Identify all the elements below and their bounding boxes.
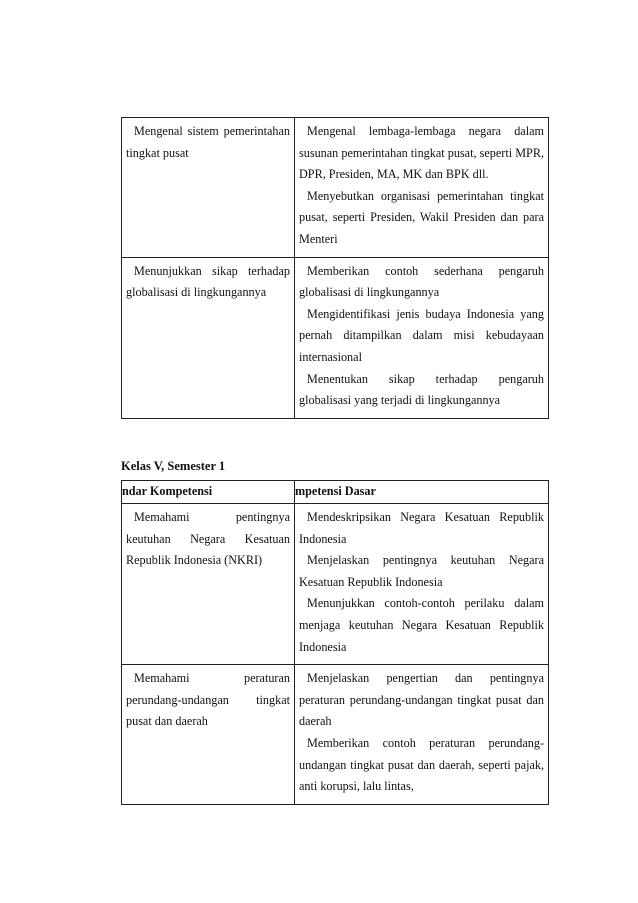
competency-item: Menyebutkan organisasi pemerintahan tingkat pusat, seperti Presiden, Wakil Presiden dan para Menteri <box>299 188 544 246</box>
header-standard: ndar Kompetensi <box>122 481 295 503</box>
standard-text: Memahami pentingnya keutuhan Negara Kesatuan Republik Indonesia (NKRI) <box>126 510 290 568</box>
basic-competency-cell <box>295 118 548 257</box>
competency-item: Memberikan contoh sederhana pengaruh globalisasi di lingkungannya <box>299 263 544 300</box>
competency-item: Menentukan sikap terhadap pengaruh globalisasi yang terjadi di lingkungannya <box>299 371 544 408</box>
basic-competency-cell <box>295 258 548 418</box>
standard-text: Menunjukkan sikap terhadap globalisasi di lingkungannya <box>126 263 290 300</box>
competency-table-continued <box>121 117 549 419</box>
table-row <box>122 257 548 418</box>
basic-competency-cell <box>295 665 548 804</box>
section-heading: Kelas V, Semester 1 <box>121 459 226 473</box>
competency-item: Menjelaskan pengertian dan pentingnya peraturan perundang-undangan tingkat pusat dan daerah <box>299 671 544 729</box>
standard-text: Mengenal sistem pemerintahan tingkat pusat <box>126 124 290 160</box>
basic-competency-cell <box>295 504 548 664</box>
standard-cell <box>122 504 295 664</box>
standard-cell <box>122 665 295 804</box>
standard-cell <box>122 118 295 257</box>
competency-item: Menjelaskan pentingnya keutuhan Negara Kesatuan Republik Indonesia <box>299 553 544 589</box>
competency-item: Menunjukkan contoh-contoh perilaku dalam menjaga keutuhan Negara Kesatuan Republik Indonesia <box>299 596 544 654</box>
table-header-row <box>122 481 548 503</box>
table-row <box>122 664 548 804</box>
standard-cell <box>122 258 295 418</box>
header-basic-competency: mpetensi Dasar <box>295 484 376 498</box>
competency-item: Mengidentifikasi jenis budaya Indonesia yang pernah ditampilkan dalam misi kebudayaan internasional <box>299 306 544 364</box>
table-row <box>122 118 548 257</box>
table-row <box>122 503 548 664</box>
competency-item: Mendeskripsikan Negara Kesatuan Republik Indonesia <box>299 510 544 546</box>
standard-text: Memahami peraturan perundang-undangan tingkat pusat dan daerah <box>126 671 290 729</box>
competency-item: Mengenal lembaga-lembaga negara dalam susunan pemerintahan tingkat pusat, seperti MPR, DPR, Presiden, MA, MK dan BPK dll. <box>299 124 544 182</box>
competency-item: Memberikan contoh peraturan perundang-undangan tingkat pusat dan daerah, seperti pajak, anti korupsi, lalu lintas, <box>299 735 544 794</box>
competency-table <box>121 480 549 805</box>
